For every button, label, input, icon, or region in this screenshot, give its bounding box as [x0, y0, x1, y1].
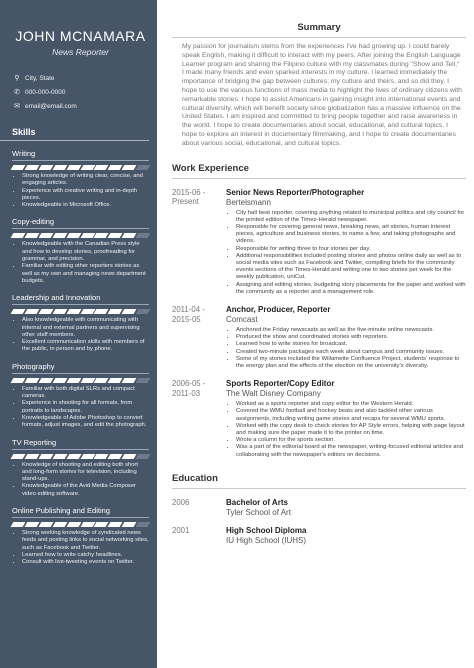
- skill-detail: • Consult with live-tweeting events on Twitter.: [22, 559, 149, 566]
- skill-detail: • Knowledge of shooting and editing both short and long-form stories for television, including stand-ups.: [22, 462, 149, 484]
- job-duty: • Created two-minute packages each week about campus and community issues.: [236, 349, 466, 356]
- job-duty: • Responsible for covering general news, breaking news, art stories, human interest pieces, agriculture and business stories, to name a few, and taking photographs and videos.: [236, 224, 466, 246]
- candidate-name: JOHN MCNAMARA: [15, 28, 146, 44]
- skill-level-bar: [12, 522, 149, 527]
- skill-level-segment: [66, 378, 81, 383]
- skill-name: Online Publishing and Editing: [12, 506, 149, 518]
- skill-level-segment: [66, 309, 81, 314]
- skill-level-segment: [52, 522, 67, 527]
- candidate-role: News Reporter: [52, 47, 109, 57]
- job-duty: • Some of my stories included the Willamette Confluence Project, students' response to the energy plan and the effects of the election on the university's diversity.: [236, 356, 466, 370]
- skill-level-segment: [11, 165, 26, 170]
- skill-level-segment: [38, 378, 53, 383]
- education-entry: [172, 498, 466, 517]
- contact-text: 000-000-0000: [25, 88, 66, 96]
- skill-level-segment: [11, 309, 26, 314]
- skill-block: [12, 362, 149, 430]
- skill-level-segment: [38, 454, 53, 459]
- skill-detail: • Strong working knowledge of syndicated news feeds and posting links to social networking sites, such as Facebook and Twitter.: [22, 530, 149, 552]
- work-experience-heading: Work Experience: [172, 162, 249, 174]
- skill-block: [12, 438, 149, 498]
- education-degree: High School Diploma: [226, 525, 307, 535]
- skill-level-segment: [52, 233, 67, 238]
- skill-level-segment: [11, 233, 26, 238]
- skill-name: TV Reporting: [12, 438, 149, 450]
- skill-detail: • Familiar with editing other reporters stories as well as my own and managing news department budgets.: [22, 263, 149, 285]
- job-duty: • Covered the WMU football and hockey beats and also tackled other various assignments, including writing game stories and recaps for several WMU sports.: [236, 408, 466, 422]
- skill-detail: • Learned how to write catchy headlines.: [22, 552, 149, 559]
- skill-level-segment: [38, 233, 53, 238]
- skill-detail: • Familiar with both digital SLRs and compact cameras.: [22, 386, 149, 401]
- skill-level-segment: [24, 454, 39, 459]
- education-divider: [172, 488, 466, 489]
- contact-text: email@email.com: [25, 102, 77, 110]
- skill-level-segment: [11, 522, 26, 527]
- skill-level-bar: [12, 309, 149, 314]
- skill-level-segment: [136, 378, 151, 383]
- location-icon: ⚲: [14, 75, 20, 82]
- job-company: Bertelsmann: [226, 197, 271, 207]
- skill-level-segment: [80, 454, 95, 459]
- skill-level-segment: [11, 378, 26, 383]
- skill-name: Copy-editing: [12, 217, 149, 229]
- email-icon: ✉: [14, 103, 20, 110]
- skill-level-segment: [24, 309, 39, 314]
- skill-level-segment: [122, 454, 137, 459]
- skill-level-segment: [24, 522, 39, 527]
- skill-details: [12, 530, 149, 566]
- skill-name: Photography: [12, 362, 149, 374]
- job-duty: • City hall beat reporter, covering anything related to municipal politics and city council for the printed edition of the Times-Herald newspaper.: [236, 210, 466, 224]
- job-title: Anchor, Producer, Reporter: [226, 305, 331, 314]
- skill-detail: • Excellent communication skills with members of the public, in person and by phone.: [22, 339, 149, 354]
- skill-level-segment: [136, 309, 151, 314]
- skill-block: [12, 293, 149, 353]
- skill-block: [12, 217, 149, 285]
- work-divider: [172, 178, 466, 179]
- skills-heading: Skills: [0, 127, 149, 141]
- job-body: [226, 379, 466, 459]
- job-body: [226, 188, 466, 296]
- summary-heading: Summary: [297, 22, 341, 33]
- main-content: [172, 0, 466, 545]
- job-duty: • Anchored the Friday newscasts as well as the five-minute online newscasts.: [236, 327, 466, 334]
- job-entry: [172, 188, 466, 296]
- skill-details: [12, 317, 149, 353]
- education-school: Tyler School of Art: [226, 507, 291, 517]
- skill-detail: • Knowledgeable of Adobe Photoshop to convert formats, adjust images, and edit the photograph.: [22, 415, 149, 430]
- job-date: 2006-05 - 2011-03: [172, 379, 206, 398]
- skill-level-segment: [136, 454, 151, 459]
- skill-detail: • Knowledgeable of the Avid Media Composer video editing software.: [22, 483, 149, 498]
- summary-divider: [172, 37, 466, 38]
- education-entry: [172, 526, 466, 545]
- skill-detail: • Also knowledgeable with communicating with internal and external partners and supervising other staff members.: [22, 317, 149, 339]
- summary-text: My passion for journalism stems from the experiences I've had growing up. I could barely speak English, making it difficult to interact with my peers. After joining the English Language Learner program and sharing the Filipino culture with my classmates during "Show and Tell," I made many friends and even sparked interests in my culture. I learned immediately the importance of bridging the gap between cultures; my culture and theirs, and so did they. I hope to use the various functions of mass media to highlight the lives of ordinary citizens with remarkable stories. I hope to assist Americans in gaining insight into international events and cultural diversity, which will benefit society since globalization has a massive influence on the United States. I am inspired and committed to bring people together and raise awareness in the world. I hope to create documentaries about social, educational, and cultural topics. I hope to explore an interest in documentary filmmaking, and I hope to create documentaries about various social, educational, and cultural topics.: [182, 43, 462, 147]
- skill-level-segment: [24, 378, 39, 383]
- skill-level-segment: [122, 522, 137, 527]
- job-duty: • Produced the show and coordinated stories with reporters.: [236, 334, 466, 341]
- job-company: The Walt Disney Company: [226, 389, 321, 399]
- education-school: IU High School (IUHS): [226, 535, 307, 545]
- skill-level-segment: [136, 233, 151, 238]
- skill-level-segment: [66, 165, 81, 170]
- job-duties: [226, 210, 466, 296]
- education-body: [226, 498, 466, 517]
- education-heading: Education: [172, 472, 218, 484]
- skill-detail: • Experience with creative writing and in-depth pieces.: [22, 188, 149, 203]
- job-duty: • Worked with the copy desk to check stories for AP Style errors, helping with page layout and making sure the paper made it to the printer on time.: [236, 423, 466, 437]
- skill-level-segment: [136, 522, 151, 527]
- skill-block: [12, 149, 149, 209]
- skill-detail: • Experience in shooting for all formats, from portraits to landscapes.: [22, 400, 149, 415]
- skill-level-segment: [24, 233, 39, 238]
- job-duty: • Responsible for writing three to four stories per day.: [236, 246, 466, 253]
- job-company: Comcast: [226, 315, 258, 324]
- skill-level-segment: [66, 454, 81, 459]
- skill-level-segment: [52, 309, 67, 314]
- job-duty: • Assigning and editing stories, budgeting story placements for the paper and worked with the community as a reporter and a management role.: [236, 282, 466, 296]
- skill-name: Writing: [12, 149, 149, 161]
- skill-level-segment: [38, 309, 53, 314]
- skill-level-segment: [11, 454, 26, 459]
- job-body: [226, 305, 466, 370]
- skill-level-segment: [122, 165, 137, 170]
- skill-level-bar: [12, 454, 149, 459]
- skill-level-segment: [52, 378, 67, 383]
- skill-level-segment: [122, 378, 137, 383]
- skill-level-segment: [52, 165, 67, 170]
- skill-details: [12, 173, 149, 209]
- contact-row: [12, 71, 149, 85]
- job-duties: [226, 327, 466, 370]
- job-duties: [226, 401, 466, 459]
- skill-level-segment: [108, 378, 123, 383]
- education-date: 2006: [172, 497, 190, 507]
- education-list: [172, 498, 466, 545]
- jobs-list: [172, 188, 466, 459]
- skill-level-segment: [38, 522, 53, 527]
- skills-list: [12, 149, 149, 567]
- education-date: 2001: [172, 525, 190, 535]
- sidebar: [0, 0, 157, 668]
- skill-level-bar: [12, 165, 149, 170]
- skill-detail: • Strong knowledge of writing clear, concise, and engaging articles.: [22, 173, 149, 188]
- skill-details: [12, 386, 149, 430]
- skill-level-segment: [94, 454, 109, 459]
- job-date: 2011-04 - 2015-05: [172, 305, 205, 324]
- contact-row: [12, 85, 149, 99]
- contact-row: [12, 99, 149, 113]
- skill-detail: • Knowledgeable with the Canadian Press style and how to develop stories, proofreading for grammar, and precision.: [22, 241, 149, 263]
- job-duty: • Worked as a sports reporter and copy editor for the Western Herald.: [236, 401, 466, 408]
- job-duty: • Was a part of the editorial board at the newspaper, writing-focused editorial articles and collaborating with the newspaper's editors on decisions.: [236, 444, 466, 458]
- job-entry: [172, 379, 466, 459]
- skill-level-segment: [38, 165, 53, 170]
- skill-details: [12, 241, 149, 285]
- skill-block: [12, 506, 149, 566]
- contact-info: [12, 71, 149, 113]
- job-title: Senior News Reporter/Photographer: [226, 187, 365, 197]
- education-degree: Bachelor of Arts: [226, 497, 288, 507]
- job-duty: • Wrote a column for the sports section.: [236, 437, 466, 444]
- job-entry: [172, 305, 466, 370]
- skill-level-bar: [12, 233, 149, 238]
- phone-icon: ✆: [14, 89, 20, 96]
- skill-level-bar: [12, 378, 149, 383]
- job-title: Sports Reporter/Copy Editor: [226, 379, 335, 389]
- skill-level-segment: [24, 165, 39, 170]
- skill-level-segment: [66, 522, 81, 527]
- skill-details: [12, 462, 149, 498]
- skill-detail: • Knowledgeable in Microsoft Office.: [22, 202, 149, 209]
- job-date: 2015-06 - Present: [172, 187, 206, 207]
- skill-name: Leadership and Innovation: [12, 293, 149, 305]
- contact-text: City, State: [25, 74, 55, 82]
- skill-level-segment: [108, 454, 123, 459]
- skill-level-segment: [136, 165, 151, 170]
- education-body: [226, 526, 466, 545]
- job-duty: • Learned how to write stories for broadcast.: [236, 341, 466, 348]
- skill-level-segment: [52, 454, 67, 459]
- skill-level-segment: [66, 233, 81, 238]
- job-duty: • Additional responsibilities included posting stories and photos online daily as well as to social media sites such as Facebook and Twitter, compiling briefs for the community events sections of the Times-Herald and writing one to two stories per week for the weekly publication, uniCut.: [236, 253, 466, 282]
